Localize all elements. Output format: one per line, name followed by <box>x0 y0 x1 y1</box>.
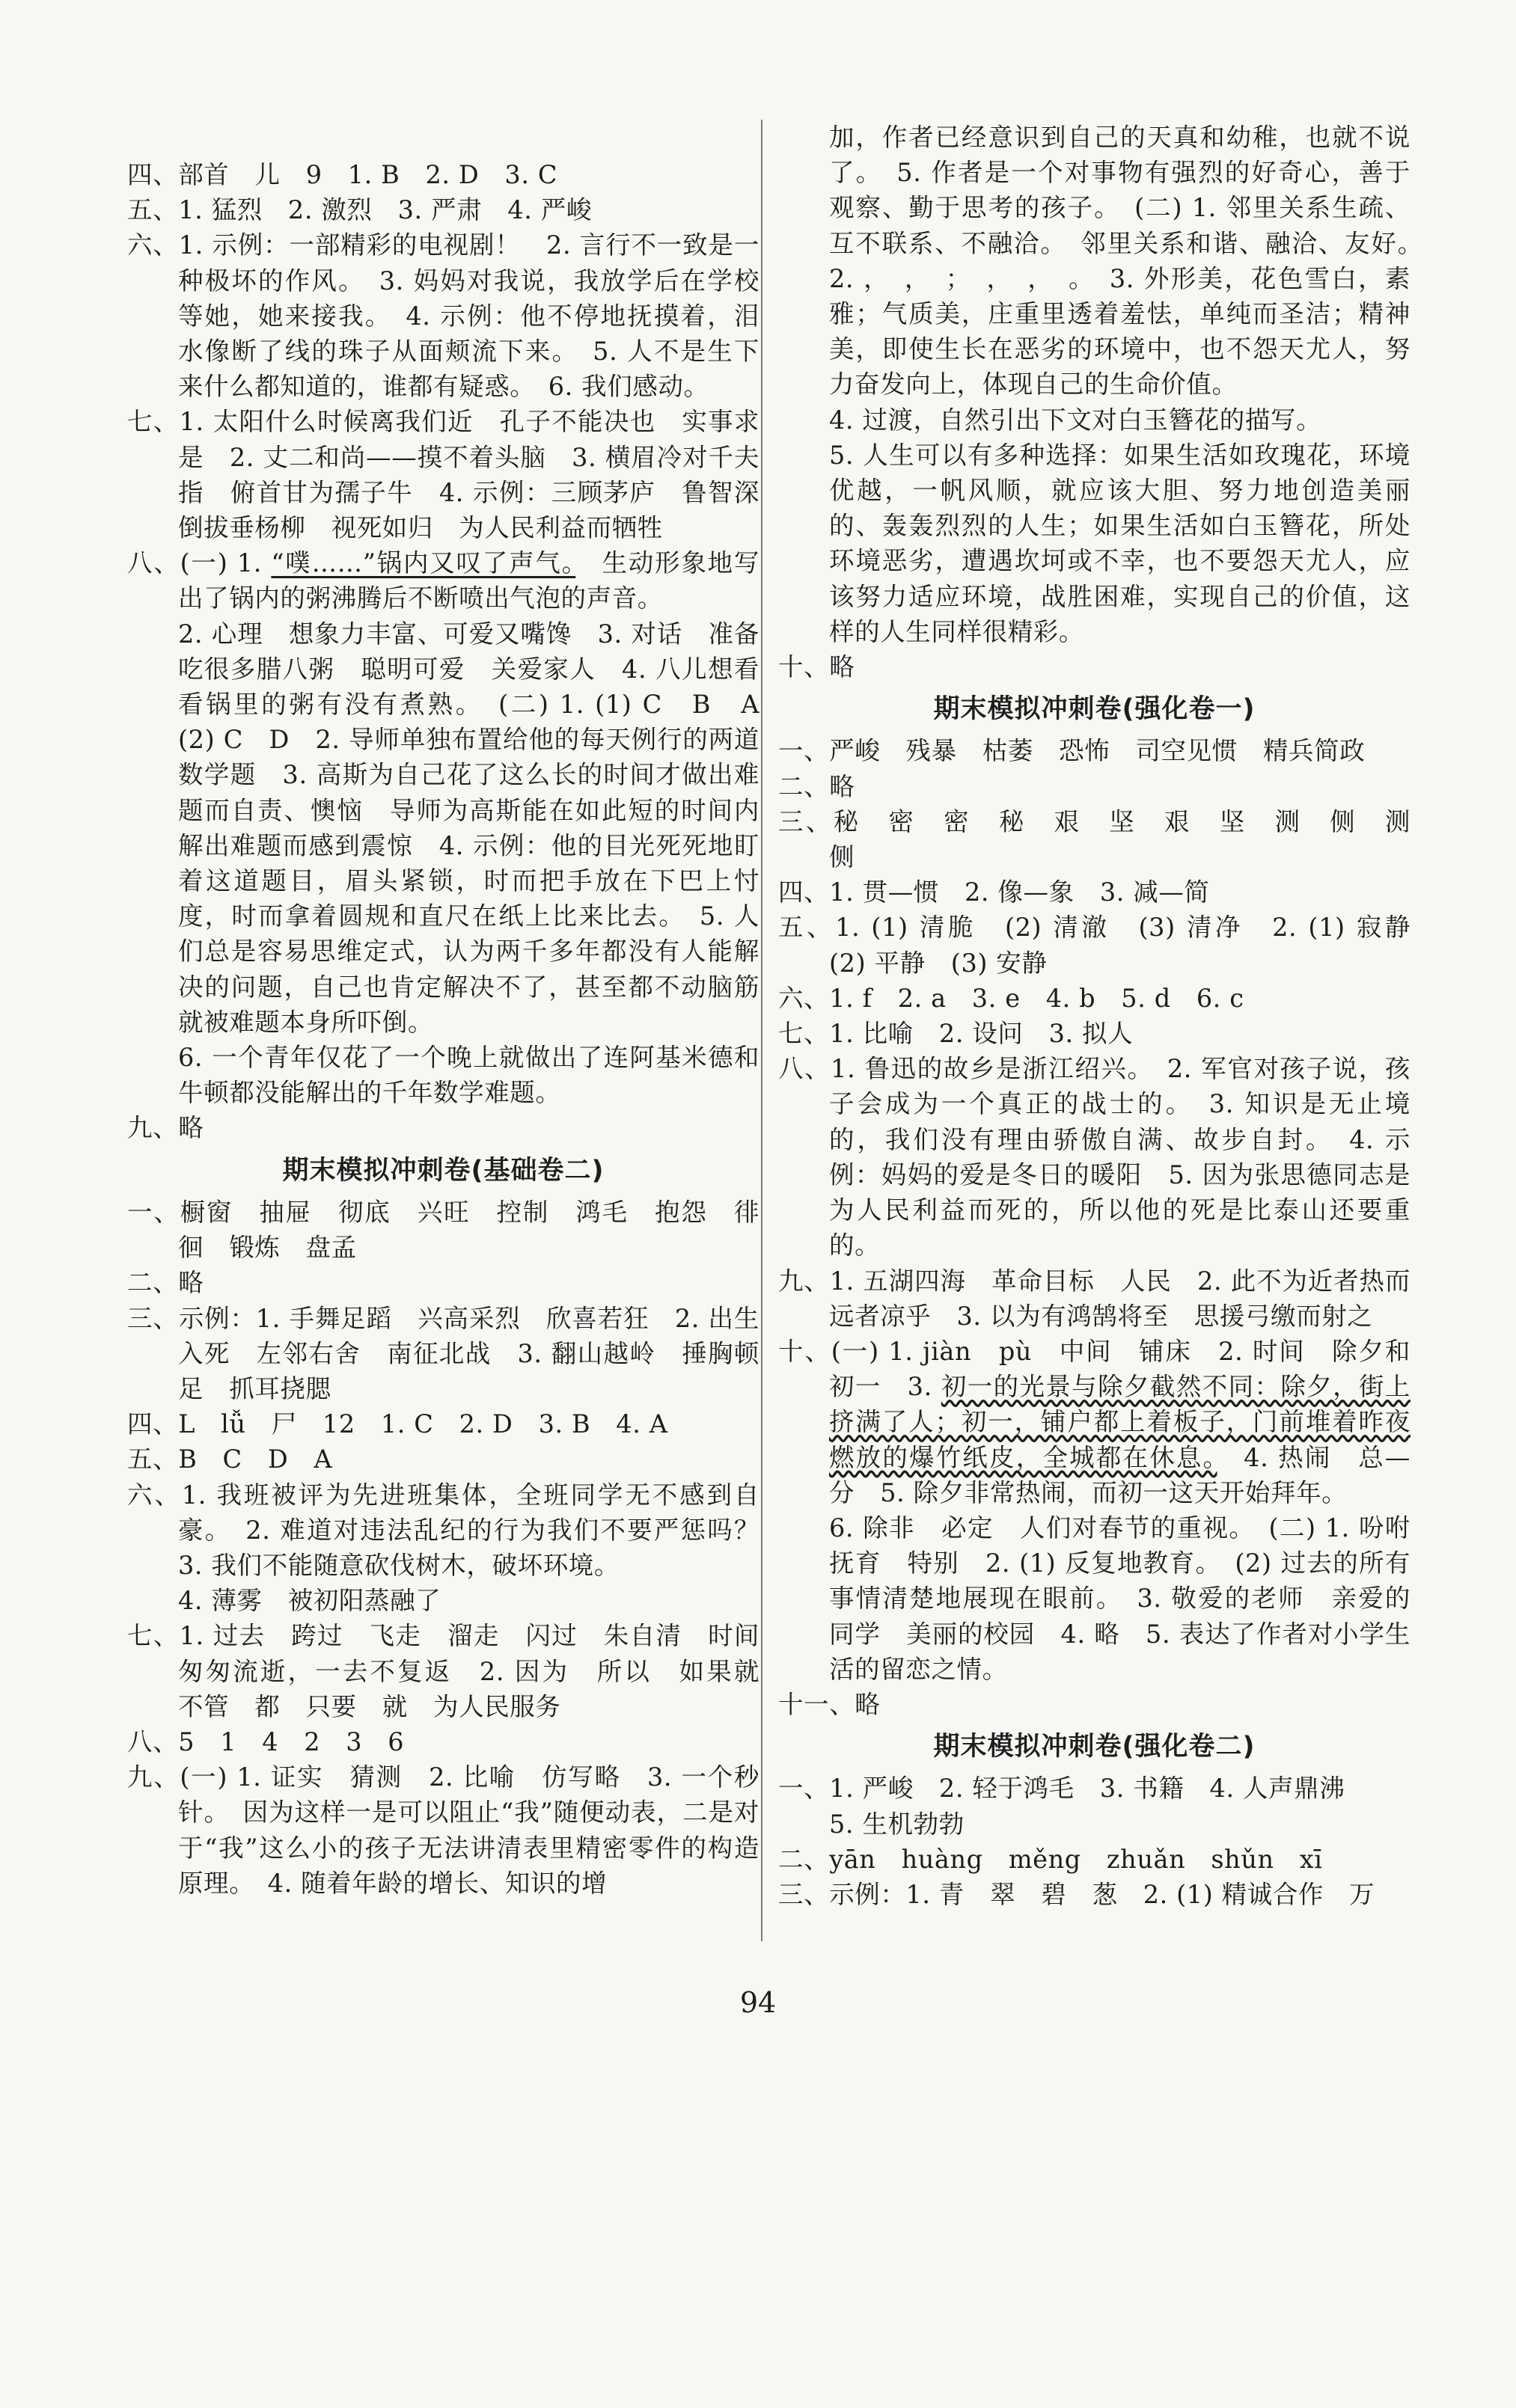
underlined-quote: “噗……”锅内又叹了声气。 <box>271 548 576 578</box>
section-title-advanced-2: 期末模拟冲刺卷(强化卷二) <box>933 1732 1256 1762</box>
wavy-underlined-sentence: 初一的光景与除夕截然不同：除夕，街上挤满了人；初一，铺户都上着板子，门前堆着昨夜燃放的爆竹纸皮，全城都在休息。 <box>829 1372 1410 1472</box>
s3-answer-liu: 六、1. f 2. a 3. e 4. b 5. d 6. c <box>778 983 1244 1013</box>
s3-answer-shi <box>778 1334 1410 1510</box>
s3-answer-san: 三、秘 密 密 秘 艰 坚 艰 坚 测 侧 测 侧 <box>778 806 1437 872</box>
answer-ba-2: 2. 心理 想象力丰富、可爱又嘴馋 3. 对话 准备吃很多腊八粥 聪明可爱 关爱家人 4. 八儿想看看锅里的粥有没有煮熟。 (二) 1. (1) C B A (2) C D 2. 导师单独布置给他的每天例行的两道数学题 3. 高斯为自己花了这么长的时间才做出难题而自责、懊恼 导师为高斯能在如此短的时间内解出难题而感到震惊 4. 示例：他的目光死死地盯着这道题目，眉头紧锁，时而把手放在下巴上忖度，时而拿着圆规和直尺在纸上比来比去。 5. 人们总是容易思维定式，认为两千多年都没有人能解决的问题，自己也肯定解决不了，甚至都不动脑筋就被难题本身所吓倒。 <box>178 619 786 1037</box>
s2-answer-yi: 一、橱窗 抽屉 彻底 兴旺 控制 鸿毛 抱怨 徘徊 锻炼 盘孟 <box>127 1197 759 1263</box>
answer-ba-prefix: 八、(一) 1. <box>127 548 272 578</box>
s4-answer-er: 二、yān huàng měng zhuǎn shǔn xī <box>778 1844 1323 1874</box>
s3-answer-wu: 五、1. (1) 清脆 (2) 清澈 (3) 清净 2. (1) 寂静 (2) 平静 (3) 安静 <box>778 913 1437 978</box>
right-column <box>778 120 1437 1912</box>
s4-answer-san: 三、示例：1. 青 翠 碧 葱 2. (1) 精诚合作 万 <box>778 1879 1375 1909</box>
answer-qi: 七、1. 太阳什么时候离我们近 孔子不能决也 实事求是 2. 丈二和尚——摸不着头脑 3. 横眉冷对千夫指 俯首甘为孺子牛 4. 示例：三顾茅庐 鲁智深倒拔垂杨柳 视死如归 为人民利益而牺牲 <box>127 407 759 543</box>
s2-answer-er: 二、略 <box>127 1268 204 1298</box>
answer-liu: 六、1. 示例：一部精彩的电视剧！ 2. 言行不一致是一种极坏的作风。 3. 妈妈对我说，我放学后在学校等她，她来接我。 4. 示例：他不停地抚摸着，泪水像断了线的珠子从面颊流下来。 5. 人不是生下来什么都知道的，谁都有疑惑。 6. 我们感动。 <box>127 230 759 402</box>
page-number: 94 <box>739 1986 777 2019</box>
s3-answer-shi-rest: 4. 热闹 总—分 5. 除夕非常热闹，而初一这天开始拜年。 <box>829 1442 1411 1507</box>
s3-answer-shi-6: 6. 除非 必定 人们对春节的重视。 (二) 1. 吩咐 抚育 特别 2. (1) 反复地教育。 (2) 过去的所有事情清楚地展现在眼前。 3. 敬爱的老师 亲爱的同学 美丽的校园 4. 略 5. 表达了作者对小学生活的留恋之情。 <box>829 1513 1437 1684</box>
answer-jiu: 九、略 <box>127 1113 204 1143</box>
s2-answer-jiu: 九、(一) 1. 证实 猜测 2. 比喻 仿写略 3. 一个秒针。 因为这样一是可以阻止“我”随便动表，二是对于“我”这么小的孩子无法讲清表里精密零件的构造原理。 4. 随着年龄的增长、知识的增 <box>127 1762 759 1898</box>
s2-answer-si: 四、L lǚ 尸 12 1. C 2. D 3. B 4. A <box>127 1409 668 1439</box>
answer-wu: 五、1. 猛烈 2. 激烈 3. 严肃 4. 严峻 <box>127 195 592 225</box>
s3-answer-si: 四、1. 贯—惯 2. 像—象 3. 减—简 <box>778 877 1210 907</box>
s4-answer-yi: 一、1. 严峻 2. 轻于鸿毛 3. 书籍 4. 人声鼎沸 <box>778 1774 1345 1804</box>
answer-si: 四、部首 儿 9 1. B 2. D 3. C <box>127 160 558 189</box>
s2-answer-liu: 六、1. 我班被评为先进班集体，全班同学无不感到自豪。 2. 难道对违法乱纪的行为我们不要严惩吗？ 3. 我们不能随意砍伐树木，破坏环境。 <box>127 1480 786 1580</box>
section-title-advanced-1: 期末模拟冲刺卷(强化卷一) <box>933 694 1256 725</box>
continuation-5: 5. 人生可以有多种选择：如果生活如玫瑰花，环境优越，一帆风顺，就应该大胆、努力地创造美丽的、轰轰烈烈的人生；如果生活如白玉簪花，所处环境恶劣，遭遇坎坷或不幸，也不要怨天尤人，应该努力适应环境，战胜困难，实现自己的价值，这样的人生同样很精彩。 <box>829 440 1410 646</box>
s3-answer-shi-prefix: 十、(一) 1. jiàn pù 中间 铺床 2. 时间 除夕和初一 3. <box>778 1336 1410 1402</box>
continuation-4: 4. 过渡，自然引出下文对白玉簪花的描写。 <box>829 405 1322 435</box>
s2-answer-san: 三、示例：1. 手舞足蹈 兴高采烈 欣喜若狂 2. 出生入死 左邻右舍 南征北战 3. 翻山越岭 捶胸顿足 抓耳挠腮 <box>127 1303 759 1403</box>
s2-answer-qi: 七、1. 过去 跨过 飞走 溜走 闪过 朱自清 时间匆匆流逝，一去不复返 2. 因为 所以 如果就 不管 都 只要 就 为人民服务 <box>127 1621 786 1721</box>
answer-ba <box>127 545 759 616</box>
s3-answer-er: 二、略 <box>778 771 855 801</box>
s3-answer-shiyi: 十一、略 <box>778 1689 881 1719</box>
s3-answer-ba: 八、1. 鲁迅的故乡是浙江绍兴。 2. 军官对孩子说，孩子会成为一个真正的战士的。 3. 知识是无止境的，我们没有理由骄傲自满、故步自封。 4. 示例：妈妈的爱是冬日的暖阳 5. 因为张思德同志是为人民利益而死的，所以他的死是比泰山还要重的。 <box>778 1054 1410 1260</box>
s2-answer-ba: 八、5 1 4 2 3 6 <box>127 1727 405 1756</box>
s2-answer-wu: 五、B C D A <box>127 1445 333 1474</box>
answer-ba-rest: 生动形象地写出了锅内的粥沸腾后不断喷出气泡的声音。 <box>178 548 759 613</box>
section-title-basic-2: 期末模拟冲刺卷(基础卷二) <box>282 1155 605 1186</box>
answer-ba-6: 6. 一个青年仅花了一个晚上就做出了连阿基米德和牛顿都没能解出的千年数学难题。 <box>178 1043 759 1108</box>
s3-answer-jiu: 九、1. 五湖四海 革命目标 人民 2. 此不为近者热而远者凉乎 3. 以为有鸿鹄将至 思援弓缴而射之 <box>778 1266 1410 1331</box>
continuation-text: 加，作者已经意识到自己的天真和幼稚，也就不说了。 5. 作者是一个对事物有强烈的好奇心，善于观察、勤于思考的孩子。 (二) 1. 邻里关系生疏、互不联系、不融洽。 邻里关系和谐、融洽、友好。 2. ， ， ； ， ， 。 3. 外形美，花色雪白，素雅；气质美，庄重里透着羞怯，单纯而圣洁；精神美，即使生长在恶劣的环境中，也不怨天尤人，努力奋发向上，体现自己的生命价值。 <box>829 123 1437 399</box>
left-column <box>127 157 786 1901</box>
s3-answer-qi: 七、1. 比喻 2. 设问 3. 拟人 <box>778 1019 1134 1049</box>
s4-answer-yi-5: 5. 生机勃勃 <box>829 1809 965 1839</box>
s2-answer-liu-4: 4. 薄雾 被初阳蒸融了 <box>178 1586 441 1616</box>
answer-shi: 十、略 <box>778 652 855 682</box>
s3-answer-yi: 一、严峻 残暴 枯萎 恐怖 司空见惯 精兵简政 <box>778 736 1366 766</box>
